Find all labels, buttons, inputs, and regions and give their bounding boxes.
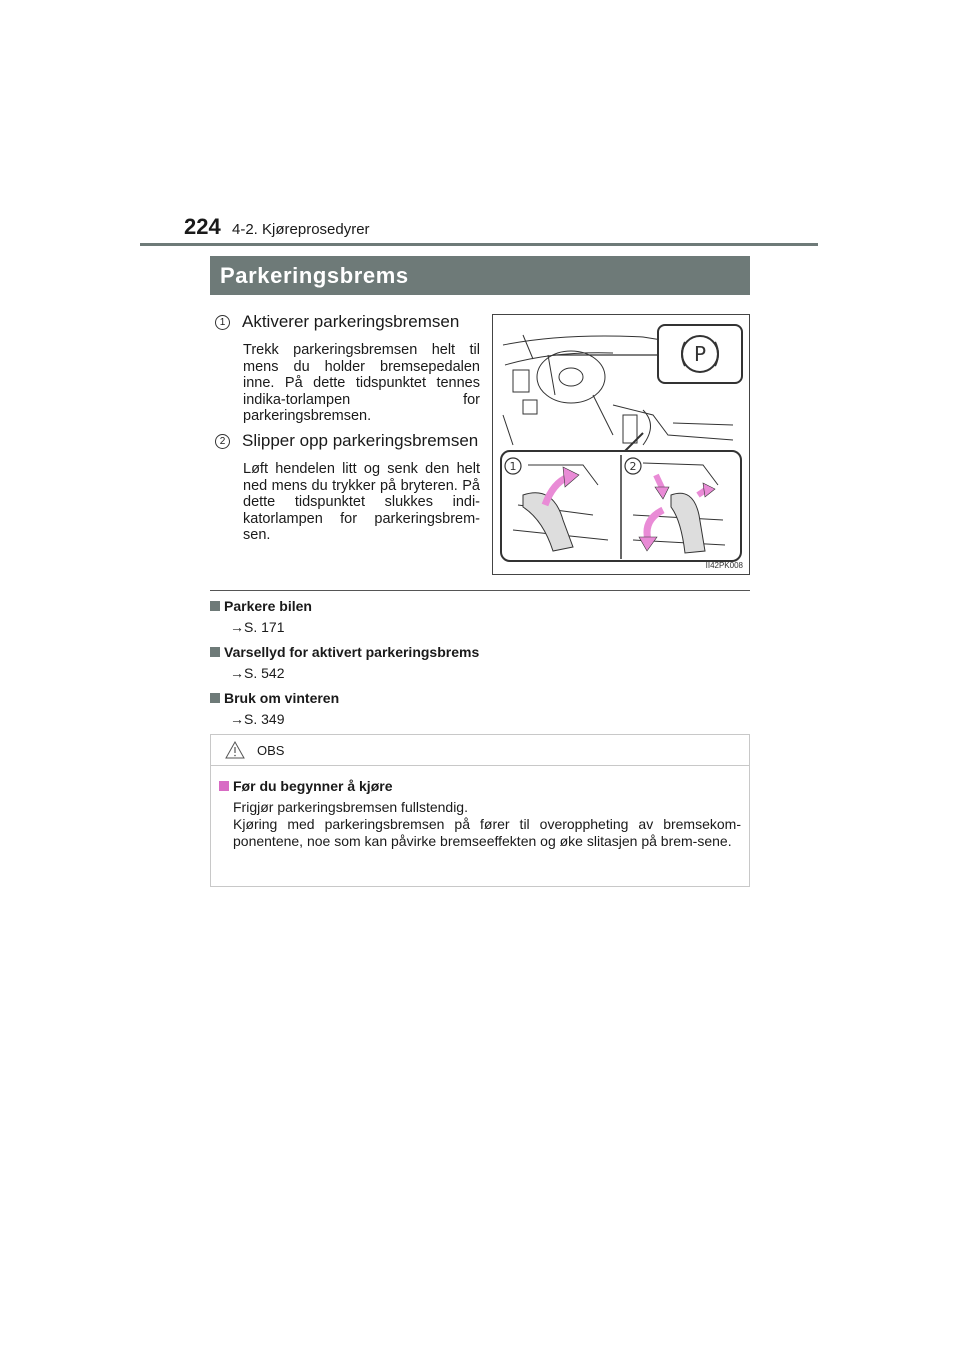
- header-divider: [140, 243, 818, 246]
- caution-header: [211, 735, 749, 766]
- figure-code: II42PK008: [705, 561, 743, 570]
- page-number: 224: [184, 214, 221, 239]
- page-reference: →S. 171: [230, 619, 285, 635]
- bullet-square-icon: [210, 601, 220, 611]
- bullet-square-icon: [219, 781, 229, 791]
- illustration-drawing: [493, 315, 749, 574]
- caution-line: Frigjør parkeringsbremsen fullstendig.: [233, 799, 468, 815]
- indicator-symbol: P: [693, 342, 707, 366]
- step-description: Trekk parkeringsbremsen helt til mens du holder bremsepedalen inne. På dette tidspunktet tennes indika-torlampen for parkeringsbremsen.: [243, 342, 480, 424]
- note-item: [210, 598, 750, 635]
- inset-label: 2: [629, 460, 637, 473]
- note-list: [210, 598, 750, 736]
- page-reference: →S. 349: [230, 711, 285, 727]
- caution-line: Kjøring med parkeringsbremsen på fører til overoppheting av bremsekom-ponentene, noe som kan påvirke bremseeffekten og øke slitasjen på brem-sene.: [233, 816, 741, 849]
- inset-label: 1: [509, 460, 517, 473]
- step-number: 2: [215, 434, 230, 449]
- bullet-square-icon: [210, 647, 220, 657]
- bullet-square-icon: [210, 693, 220, 703]
- note-item: [210, 690, 750, 727]
- chapter-title: 4-2. Kjøreprosedyrer: [232, 221, 370, 238]
- caution-body: [211, 766, 749, 850]
- step-number: 1: [215, 315, 230, 330]
- warning-triangle-icon: [225, 741, 245, 759]
- step-title: Slipper opp parkeringsbremsen: [242, 431, 479, 450]
- step-2: [215, 431, 480, 544]
- step-description: Løft hendelen litt og senk den helt ned mens du trykker på bryteren. På dette tidspunktet slukkes indi-katorlampen for parkeringsbrem-sen.: [243, 461, 480, 543]
- step-title: Aktiverer parkeringsbremsen: [242, 312, 460, 331]
- caution-label: OBS: [257, 742, 285, 758]
- caution-box: [210, 734, 750, 887]
- note-title: Bruk om vinteren: [224, 690, 340, 706]
- note-title: Varsellyd for aktivert parkeringsbrems: [224, 644, 480, 660]
- parking-brake-illustration: [492, 314, 750, 575]
- caution-title: Før du begynner å kjøre: [233, 778, 393, 794]
- note-title: Parkere bilen: [224, 598, 312, 614]
- step-1: [215, 312, 480, 425]
- page-reference: →S. 542: [230, 665, 285, 681]
- note-item: [210, 644, 750, 681]
- section-divider: [210, 590, 750, 591]
- section-title: Parkeringsbrems: [210, 256, 750, 295]
